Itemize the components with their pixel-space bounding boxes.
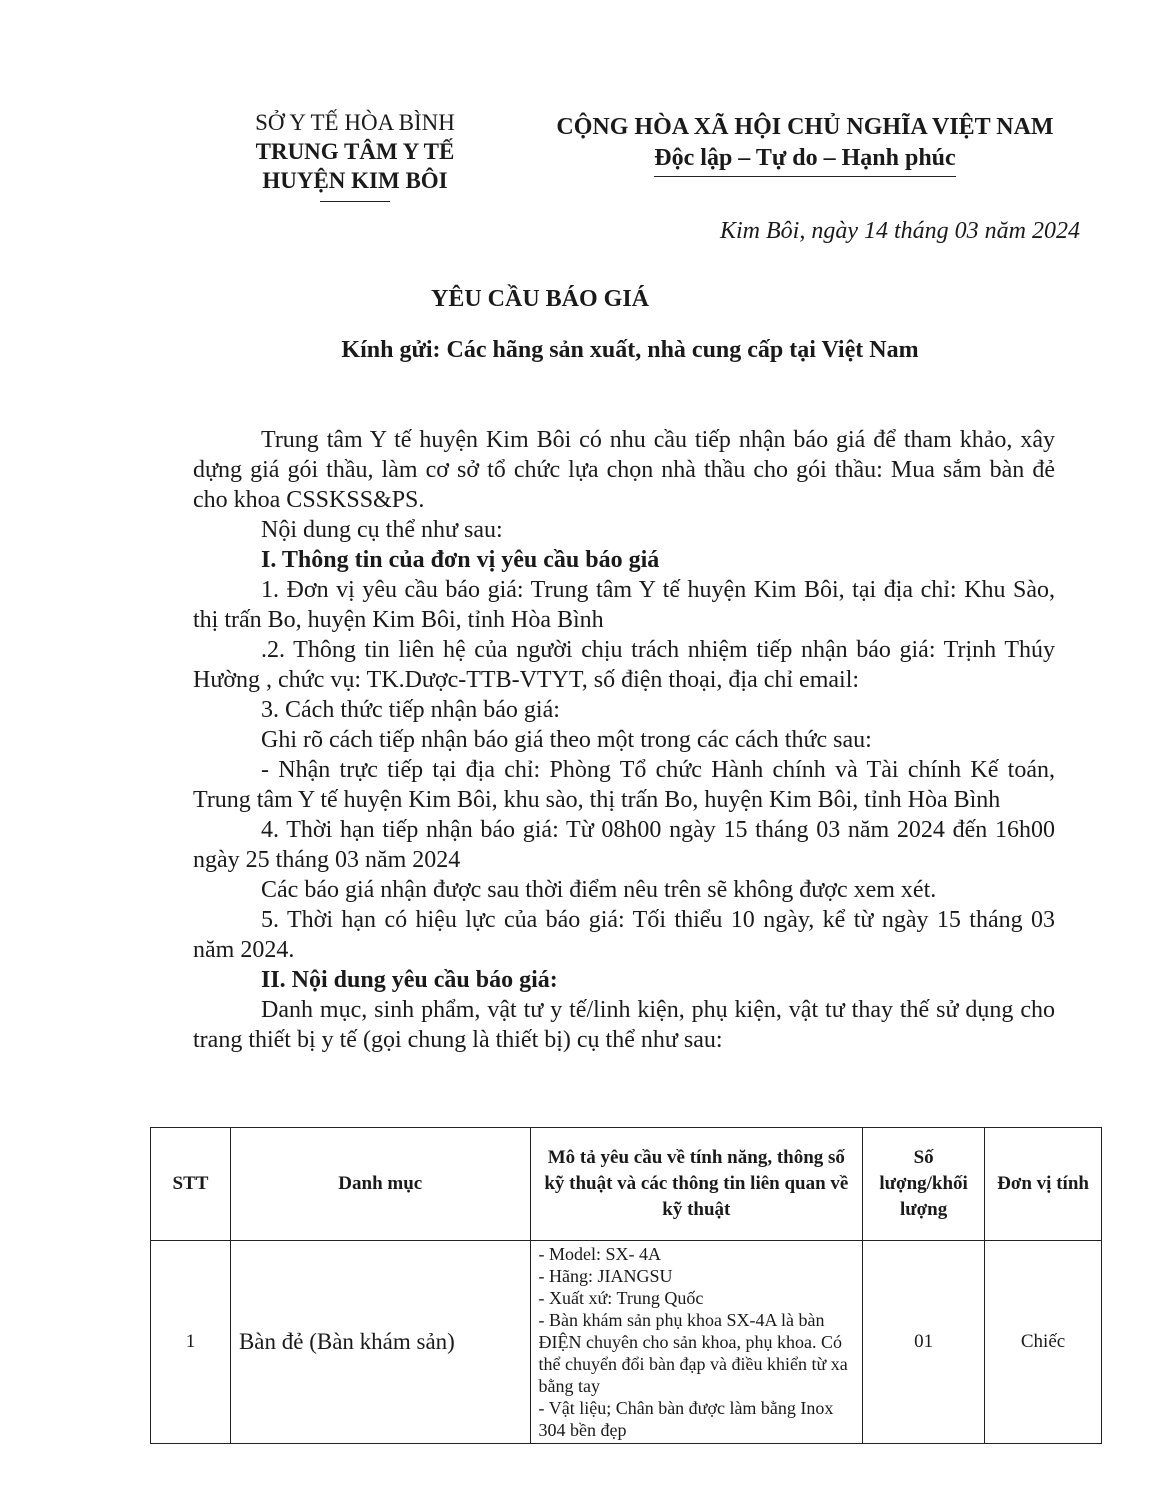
item-5: 5. Thời hạn có hiệu lực của báo giá: Tối thiểu 10 ngày, kể từ ngày 15 tháng 03 năm 2024. <box>193 907 1055 963</box>
cell-description <box>530 1241 863 1444</box>
section-2-text: Danh mục, sinh phẩm, vật tư y tế/linh kiện, phụ kiện, vật tư thay thế sử dụng cho trang thiết bị y tế (gọi chung là thiết bị) cụ thể như sau: <box>193 997 1055 1053</box>
col-header-name: Danh mục <box>230 1128 530 1241</box>
desc-line: - Xuất xứ: Trung Quốc <box>538 1288 704 1308</box>
national-motto: Độc lập – Tự do – Hạnh phúc <box>654 143 955 177</box>
header-divider <box>320 201 390 202</box>
request-table <box>150 1127 1102 1444</box>
cell-unit: Chiếc <box>985 1241 1102 1444</box>
document-body <box>193 425 1055 1055</box>
section-1-title: I. Thông tin của đơn vị yêu cầu báo giá <box>261 547 660 573</box>
desc-line: - Model: SX- 4A <box>538 1244 662 1264</box>
item-3-option: - Nhận trực tiếp tại địa chỉ: Phòng Tổ chức Hành chính và Tài chính Kế toán, Trung tâm Y tế huyện Kim Bôi, khu sào, thị trấn Bo, huyện Kim Bôi, tỉnh Hòa Bình <box>193 757 1055 813</box>
desc-line: - Vật liệu; Chân bàn được làm bằng Inox 304 bền đẹp <box>538 1398 834 1440</box>
item-4: 4. Thời hạn tiếp nhận báo giá: Từ 08h00 ngày 15 tháng 03 năm 2024 đến 16h00 ngày 25 tháng 03 năm 2024 <box>193 817 1055 873</box>
cell-item-name: Bàn đẻ (Bàn khám sản) <box>230 1241 530 1444</box>
content-lead: Nội dung cụ thể như sau: <box>261 517 503 543</box>
item-4-note: Các báo giá nhận được sau thời điểm nêu trên sẽ không được xem xét. <box>261 877 937 903</box>
section-2-title: II. Nội dung yêu cầu báo giá: <box>261 967 558 993</box>
country-name: CỘNG HÒA XÃ HỘI CHỦ NGHĨA VIỆT NAM <box>556 114 1054 140</box>
document-title: YÊU CẦU BÁO GIÁ <box>430 286 649 312</box>
organization-header <box>195 108 515 202</box>
col-header-qty: Số lượng/khối lượng <box>863 1128 985 1241</box>
cell-quantity: 01 <box>863 1241 985 1444</box>
org-line-1: SỞ Y TẾ HÒA BÌNH <box>255 110 455 135</box>
item-3-note: Ghi rõ cách tiếp nhận báo giá theo một trong các cách thức sau: <box>261 727 872 753</box>
national-header <box>520 112 1090 177</box>
table-header-row <box>151 1128 1102 1241</box>
desc-line: - Hãng: JIANGSU <box>538 1266 673 1286</box>
item-2: .2. Thông tin liên hệ của người chịu trách nhiệm tiếp nhận báo giá: Trịnh Thúy Hường , chức vụ: TK.Dược-TTB-VTYT, số điện thoại, địa chỉ email: <box>193 637 1055 693</box>
col-header-stt: STT <box>151 1128 231 1241</box>
item-3: 3. Cách thức tiếp nhận báo giá: <box>261 697 560 723</box>
item-1: 1. Đơn vị yêu cầu báo giá: Trung tâm Y tế huyện Kim Bôi, tại địa chỉ: Khu Sào, thị trấn Bo, huyện Kim Bôi, tỉnh Hòa Bình <box>193 577 1055 633</box>
intro-paragraph: Trung tâm Y tế huyện Kim Bôi có nhu cầu tiếp nhận báo giá để tham khảo, xây dựng giá gói thầu, làm cơ sở tổ chức lựa chọn nhà thầu cho gói thầu: Mua sắm bàn đẻ cho khoa CSSKSS&PS. <box>193 427 1055 513</box>
recipient-line: Kính gửi: Các hãng sản xuất, nhà cung cấp tại Việt Nam <box>341 337 919 363</box>
org-line-3: HUYỆN KIM BÔI <box>262 168 448 193</box>
table-row <box>151 1241 1102 1444</box>
col-header-desc: Mô tả yêu cầu về tính năng, thông số kỹ thuật và các thông tin liên quan về kỹ thuật <box>530 1128 863 1241</box>
org-line-2: TRUNG TÂM Y TẾ <box>255 139 455 164</box>
desc-line: - Bàn khám sản phụ khoa SX-4A là bàn ĐIỆN chuyên cho sản khoa, phụ khoa. Có thể chuyển đổi bàn đạp và điều khiển từ xa bằng tay <box>538 1310 848 1396</box>
col-header-unit: Đơn vị tính <box>985 1128 1102 1241</box>
cell-stt: 1 <box>151 1241 231 1444</box>
date-line: Kim Bôi, ngày 14 tháng 03 năm 2024 <box>720 218 1080 244</box>
